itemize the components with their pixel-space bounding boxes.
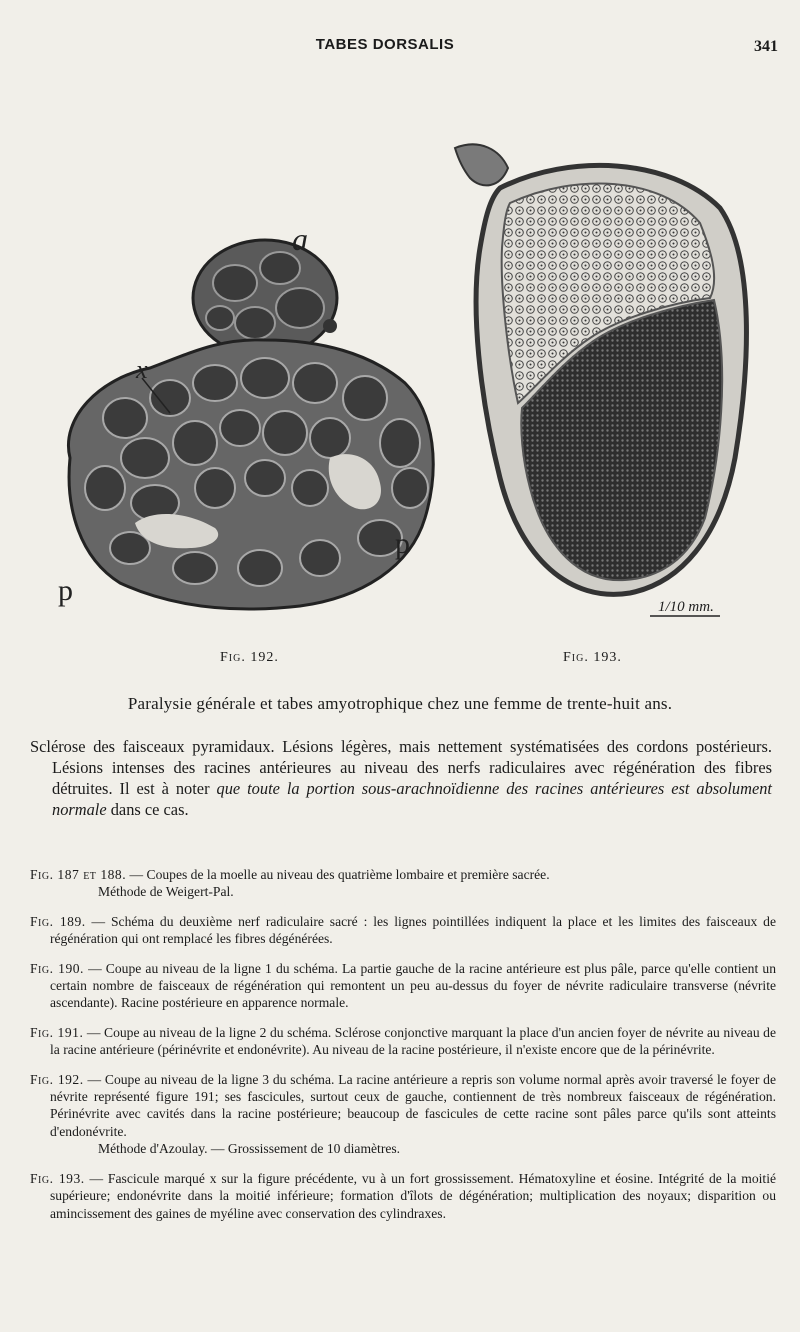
case-summary [30,736,772,820]
root-p [68,340,433,609]
figure-192-caption: Fig. 192. [220,650,279,665]
label-p-left: p [58,574,73,607]
legend-fig-190 [30,960,776,1012]
label-x: x [136,355,148,384]
legend-text: — Coupe au niveau de la ligne 3 du schéma. La racine antérieure a repris son volume normal après avoir traversé le foyer de névrite représenté figure 191; ses fascicules, surtout ceux de gauche, contiennent de très nombreux faisceaux de régénération. Périnévrite avec cavités dans la racine postérieure; beaucoup de fascicules de cette racine sont pâles parce qu'ils sont atteints d'endonévrite. [50,1071,777,1139]
case-headline: Paralysie générale et tabes amyotrophique chez une femme de trente-huit ans. [127,694,673,713]
figure-legends [30,866,776,1234]
legend-label: Fig. 189. [30,913,86,929]
summary-emphasis: que toute la portion sous-arachnoïdienne des racines antérieures est absolument normale [52,779,772,819]
legend-fig-193 [30,1170,776,1222]
figures-area [30,128,780,673]
legend-fig-192 [30,1071,776,1158]
legend-text: — Fascicule marqué x sur la figure précédente, vu à un fort grossissement. Hématoxyline et éosine. Intégrité de la moitié supérieure; endonévrite dans la moitié inférieure; formation d'îlots de dégénération; multiplication des noyaux; disparition ou amincissement des gaines de myéline avec conservation des cylindraxes. [50,1170,777,1221]
page-title: TABES DORSALIS [315,36,455,53]
scale-bar [650,599,720,616]
legend-label: Fig. 191. [30,1024,84,1040]
legend-text: — Coupe au niveau de la ligne 2 du schéma. Sclérose conjonctive marquant la place d'un ancien foyer de névrite au niveau de la racine antérieure (périnévrite et endonévrite). Au niveau de la racine postérieure, il n'existe encore que de la périnévrite. [50,1024,776,1058]
figure-illustrations [30,128,780,648]
label-p-right: p [395,527,410,560]
legend-label: Fig. 193. [30,1170,85,1186]
label-a: a [292,221,308,257]
legend-label: Fig. 192. [30,1071,84,1087]
figure-193-drawing [455,144,746,616]
legend-text: — Coupe au niveau de la ligne 1 du schéma. La partie gauche de la racine antérieure est plus pâle, parce qu'elle contient un certain nombre de faisceaux de régénération qui remontent un peu au-dessus du foyer de névrite radiculaire transverse (névrite ascendante). Racine postérieure en apparence normale. [50,960,776,1011]
legend-fig-191 [30,1024,776,1059]
scale-label: 1/10 mm. [658,599,714,615]
running-head [0,36,800,60]
legend-label: Fig. 187 et 188. [30,867,127,882]
legend-text: — Coupes de la moelle au niveau des quatrième lombaire et première sacrée. [126,867,550,882]
legend-fig-189 [30,913,776,948]
legend-label: Fig. 190. [30,960,84,976]
figure-192-drawing [58,221,433,609]
legend-method: Méthode de Weigert-Pal. [98,884,234,900]
legend-text: — Schéma du deuxième nerf radiculaire sacré : les lignes pointillées indiquent la place et les limites des faisceaux de régénération qui ont remplacé les fibres dégénérées. [50,913,776,947]
summary-text-2: dans ce cas. [106,800,189,819]
figure-193-caption: Fig. 193. [563,650,622,665]
legend-method: Méthode d'Azoulay. — Grossissement de 10 diamètres. [98,1141,401,1157]
page-number: 341 [754,38,778,55]
legend-fig-187-188 [30,866,776,901]
summary-text-1: Sclérose des faisceaux pyramidaux. Lésions légères, mais nettement systématisées des cordons postérieurs. Lésions intenses des racines antérieures au niveau des nerfs radiculaires avec régénération des fibres détruites. Il est à noter [30,737,772,798]
